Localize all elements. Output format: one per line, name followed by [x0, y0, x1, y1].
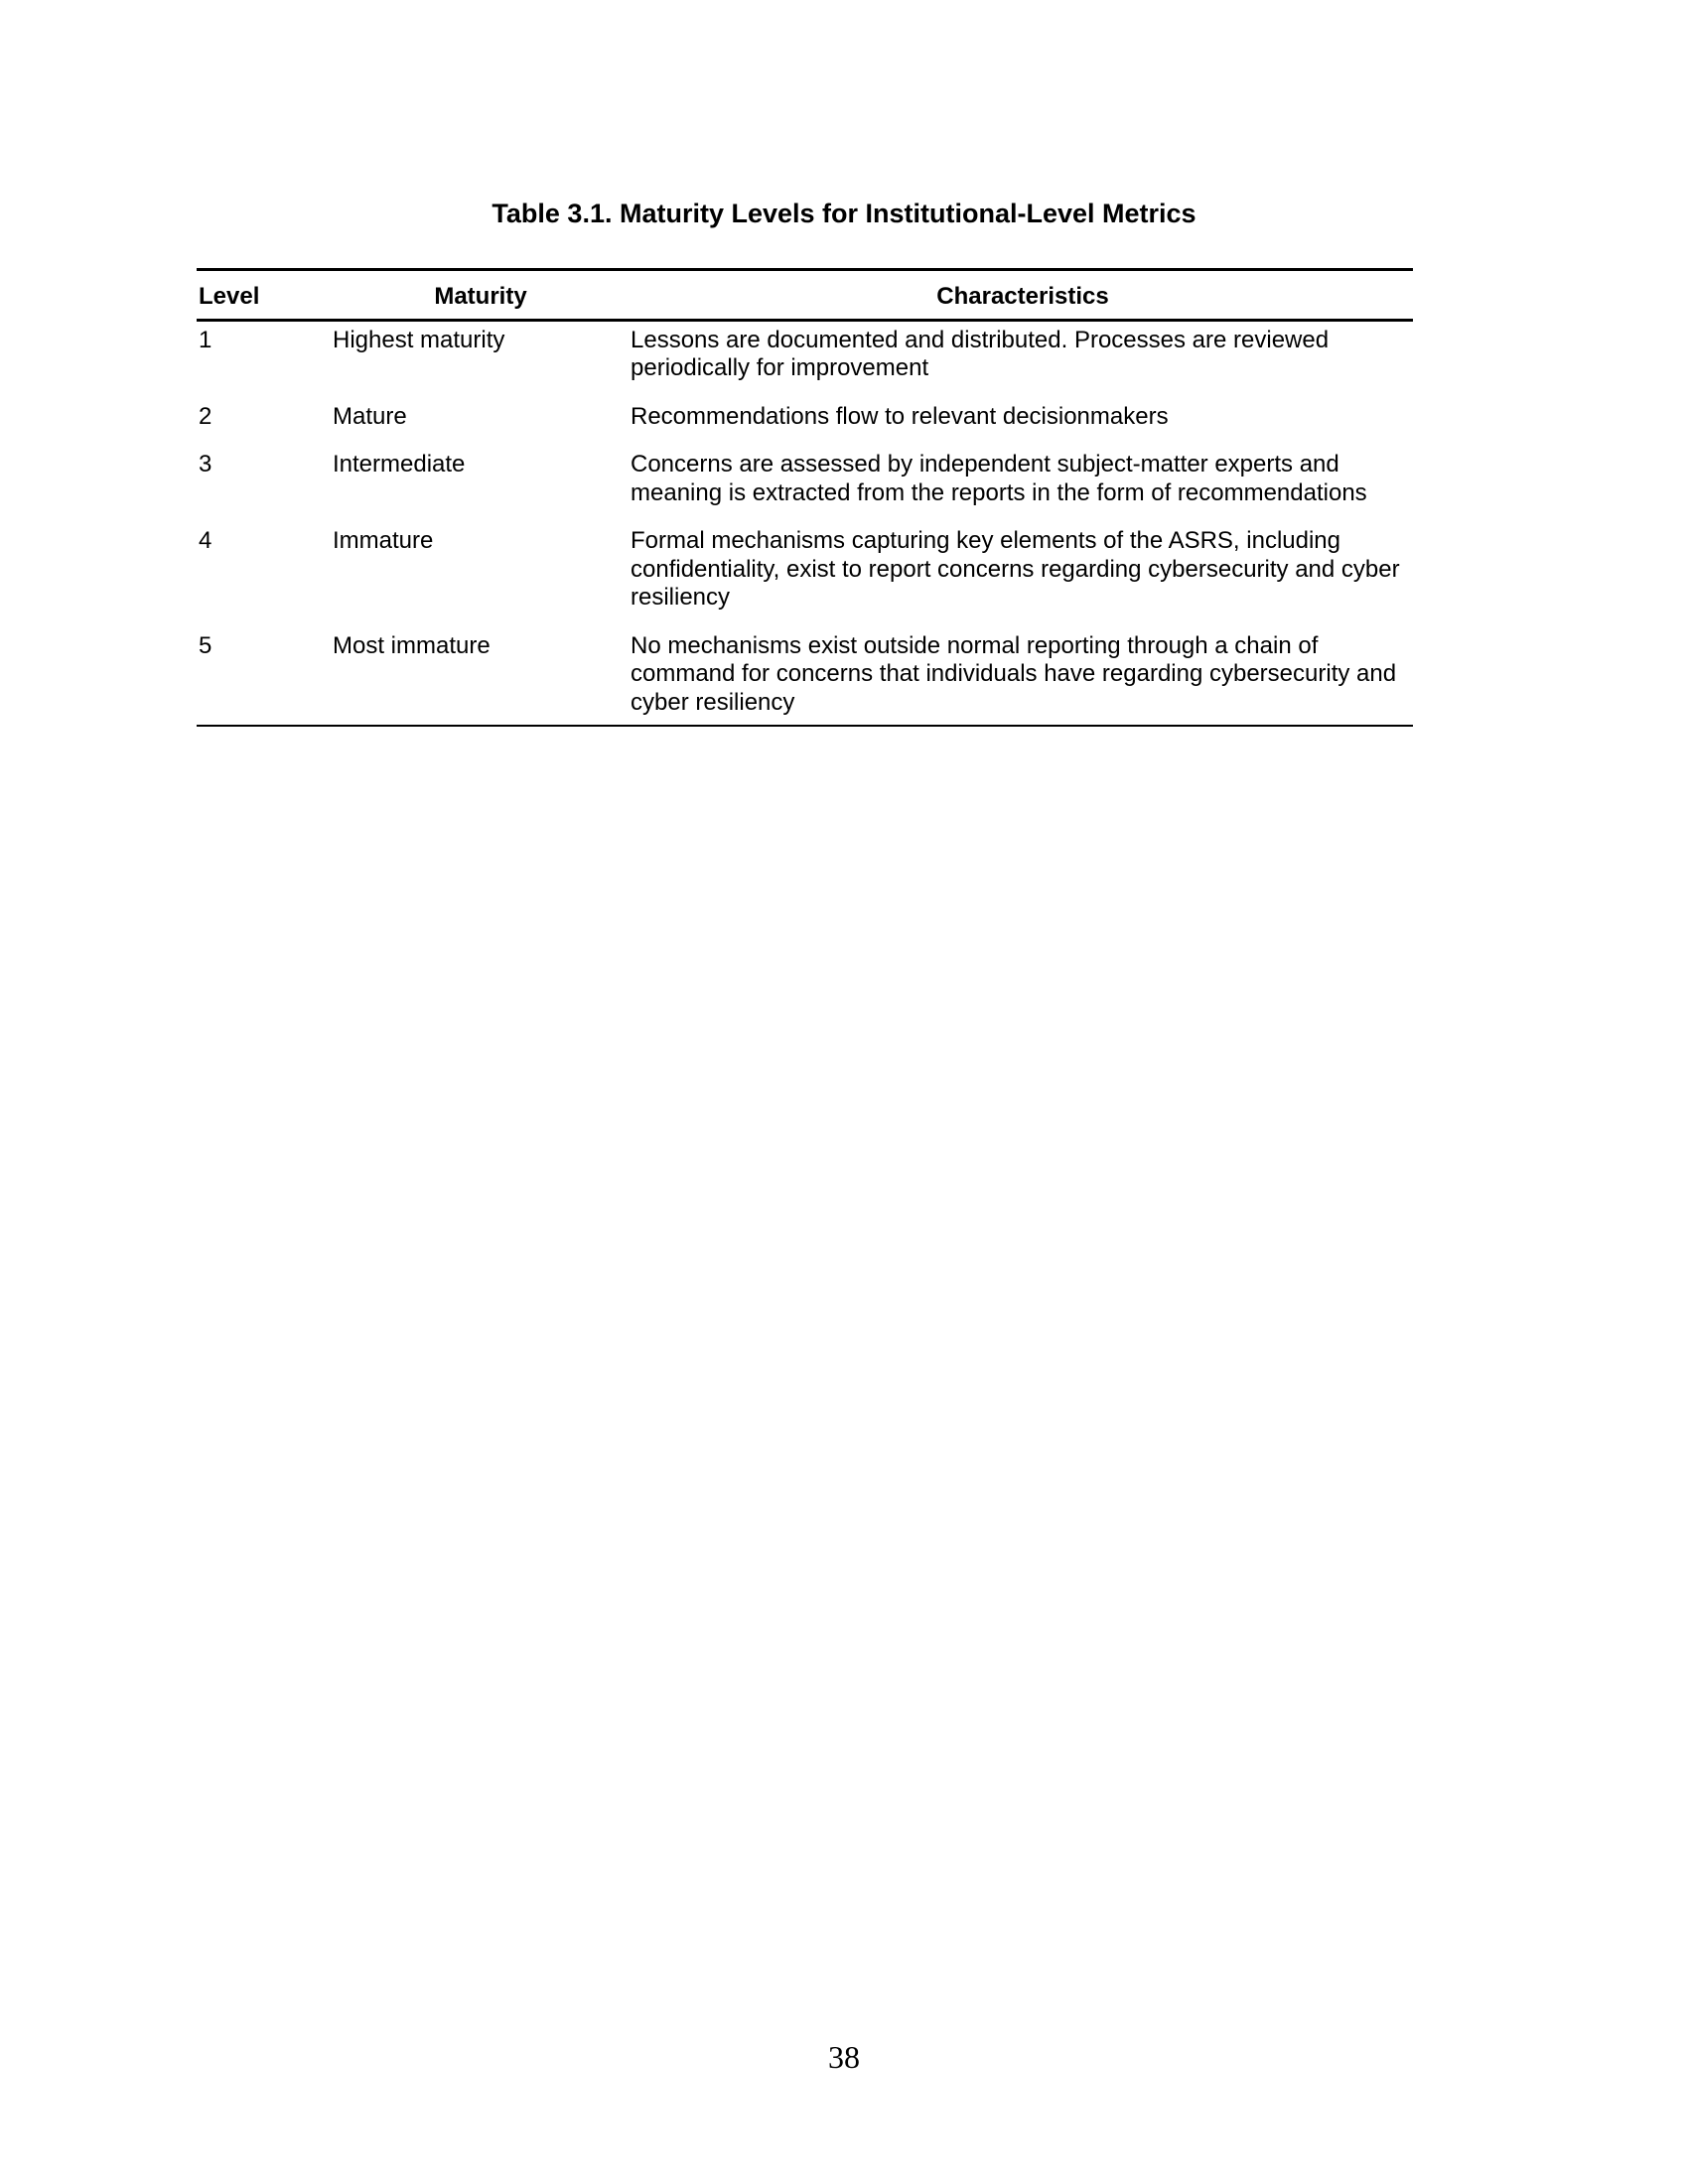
table-header: [197, 270, 1413, 321]
maturity-cell: Most immature: [333, 631, 491, 659]
table-row: [197, 523, 1413, 628]
table-header-row: [197, 270, 1413, 321]
characteristics-cell: Formal mechanisms capturing key elements of the ASRS, including confidentiality, exist to report concerns regarding cybersecurity and cyber resiliency: [631, 527, 1400, 611]
column-header-characteristics: Characteristics: [936, 283, 1109, 310]
level-cell: 1: [199, 326, 212, 353]
maturity-levels-table: [197, 268, 1413, 727]
table-row: [197, 628, 1413, 727]
level-cell: 5: [199, 631, 212, 659]
characteristics-cell: Concerns are assessed by independent subject-matter experts and meaning is extracted from the reports in the form of recommendations: [631, 451, 1367, 506]
maturity-cell: Immature: [333, 527, 434, 554]
column-header-maturity: Maturity: [434, 283, 527, 310]
level-cell: 3: [199, 451, 212, 478]
characteristics-cell: Lessons are documented and distributed. Processes are reviewed periodically for improvement: [631, 326, 1330, 381]
table-row: [197, 447, 1413, 523]
maturity-table-container: [197, 268, 1413, 727]
characteristics-cell: Recommendations flow to relevant decisionmakers: [631, 402, 1169, 430]
table-title: Table 3.1. Maturity Levels for Institutional-Level Metrics: [492, 199, 1196, 228]
table-row: [197, 320, 1413, 399]
level-cell: 4: [199, 527, 212, 554]
maturity-cell: Highest maturity: [333, 326, 505, 353]
maturity-cell: Mature: [333, 402, 407, 430]
column-header-level: Level: [199, 283, 260, 310]
table-row: [197, 399, 1413, 448]
characteristics-cell: No mechanisms exist outside normal reporting through a chain of command for concerns that individuals have regarding cybersecurity and cyber resiliency: [631, 631, 1397, 716]
page-number: 38: [828, 2039, 860, 2075]
maturity-cell: Intermediate: [333, 451, 466, 478]
table-body: [197, 320, 1413, 726]
level-cell: 2: [199, 402, 212, 430]
